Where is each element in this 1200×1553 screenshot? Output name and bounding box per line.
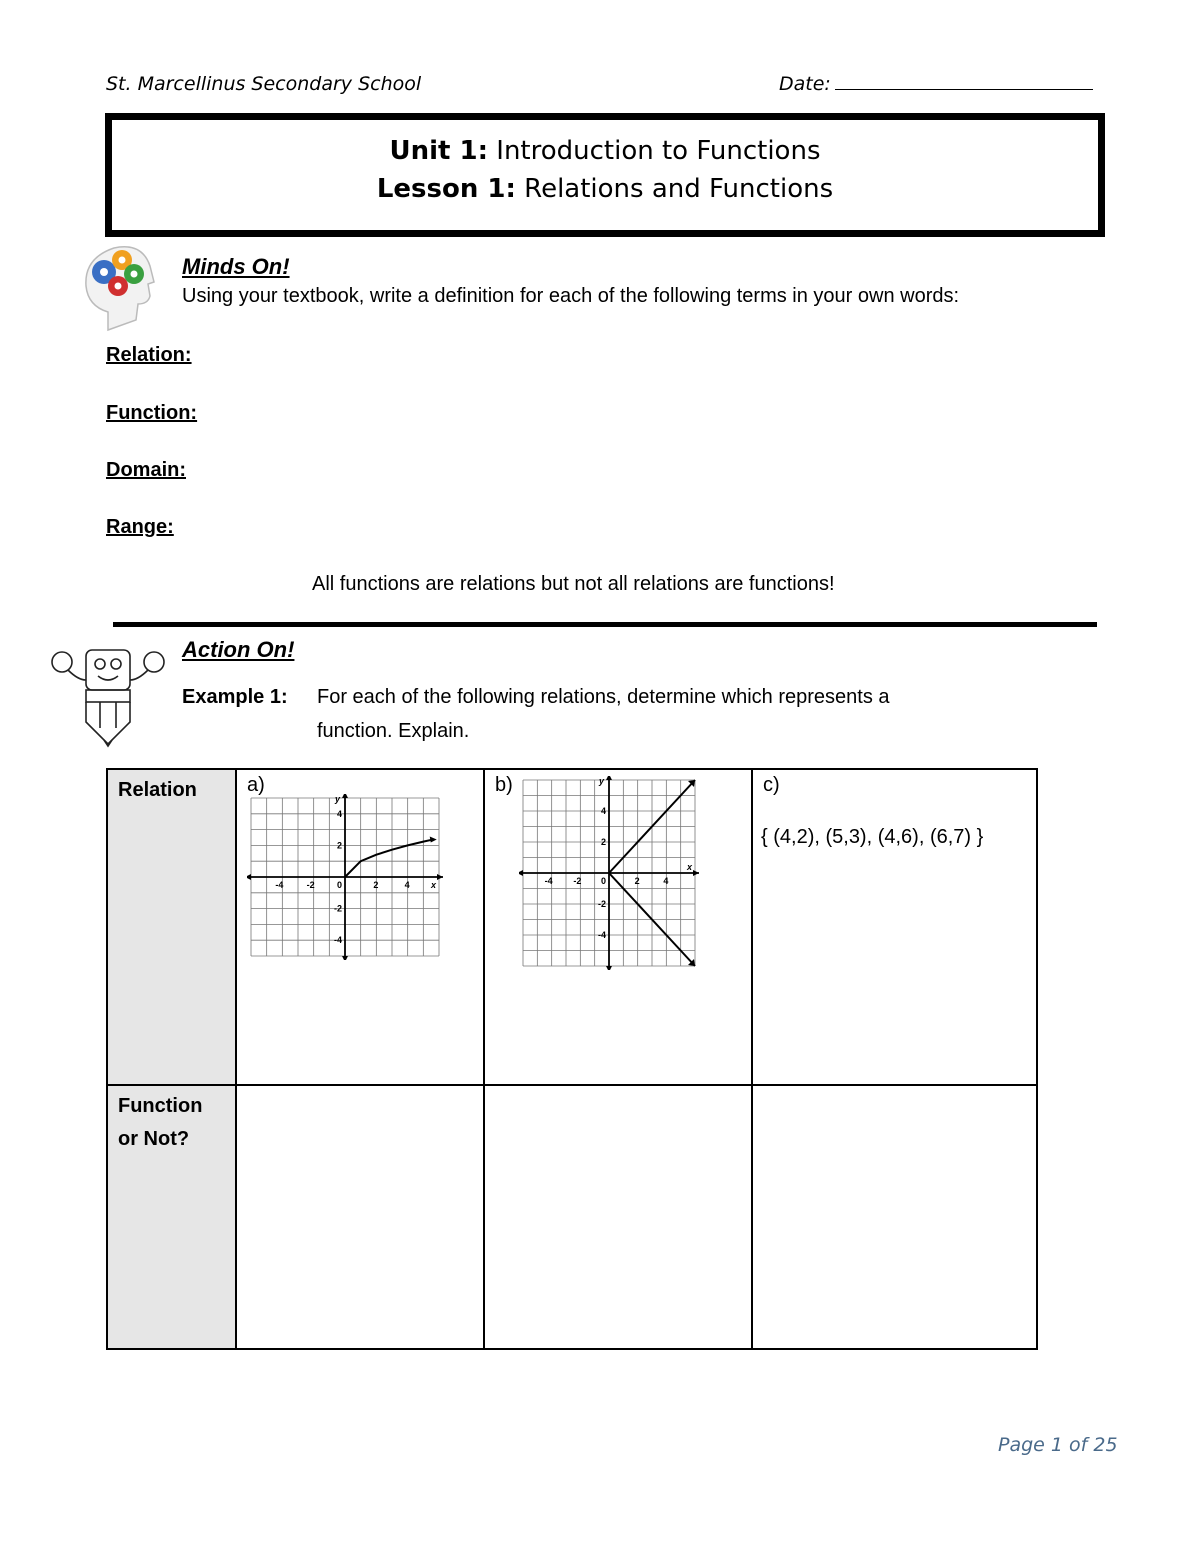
y-axis-arrow-down [342,956,348,960]
label-c: c) [763,774,780,796]
x-tick-label: -2 [573,876,582,886]
y-tick-label: 2 [337,840,343,851]
x-tick-label: 4 [663,876,669,886]
section-divider [113,622,1097,627]
relation-header-label: Relation [118,779,197,801]
graph-b [519,776,699,970]
pencil-character-icon [44,640,172,748]
date-blank [835,73,1093,90]
date-label: Date: [779,73,831,95]
ordered-pairs-set: { (4,2), (5,3), (4,6), (6,7) } [761,826,984,848]
y-tick-label: -4 [598,930,607,940]
action-on-heading: Action On! [182,637,295,662]
y-axis-label: y [335,794,341,804]
head-gears-icon [78,240,160,332]
x-tick-label: -4 [544,876,553,886]
x-axis-arrow-right [693,870,699,876]
relations-table [106,768,1038,1350]
unit-text: Introduction to Functions [488,136,821,166]
x-tick-label: -2 [306,880,315,890]
y-tick-label: -2 [334,903,343,914]
date-field [779,73,1093,95]
lesson-title [112,170,1098,208]
y-tick-label: 4 [601,806,607,816]
y-axis-arrow-up [606,776,612,780]
lesson-label: Lesson 1: [376,174,516,204]
y-tick-label: 2 [601,837,607,847]
cell-c [752,769,1037,1085]
x-tick-label: 2 [634,876,640,886]
x-tick-label: 4 [404,880,410,890]
x-tick-label: 2 [373,880,379,890]
answer-a[interactable] [236,1085,484,1349]
cell-b [484,769,752,1085]
function-header-label [118,1090,202,1156]
x-tick-label: -4 [275,880,284,890]
relation-row-header [107,769,236,1085]
x-tick-label: 0 [337,880,343,890]
y-axis-arrow-down [606,966,612,970]
unit-title [112,132,1098,170]
y-tick-label: -2 [598,899,607,909]
function-header-line2: or Not? [118,1128,190,1150]
curve-arrow [430,837,437,843]
unit-label: Unit 1: [389,136,489,166]
y-tick-label: 4 [337,808,343,819]
page-number: Page 1 of 25 [998,1434,1118,1456]
x-tick-label: 0 [601,876,607,886]
title-box [105,113,1105,237]
x-axis-label: x [431,880,437,890]
answer-c[interactable] [752,1085,1037,1349]
lesson-text: Relations and Functions [515,174,834,204]
x-axis-arrow-left [247,874,251,880]
label-b: b) [495,774,513,796]
cell-a [236,769,484,1085]
term-function: Function: [106,402,198,424]
relation-row [107,769,1037,1085]
example-text-line2: function. Explain. [317,720,470,742]
term-relation: Relation: [106,344,192,366]
term-range: Range: [106,516,174,538]
label-a: a) [247,774,265,796]
answer-b[interactable] [484,1085,752,1349]
function-row [107,1085,1037,1349]
x-axis-arrow-left [519,870,523,876]
graph-a [247,794,443,960]
x-axis-arrow-right [437,874,443,880]
example-label: Example 1: [182,686,288,708]
y-axis-label: y [599,776,605,786]
function-header-line1: Function [118,1095,203,1117]
minds-on-instruction: Using your textbook, write a definition for each of the following terms in your own words: [182,285,960,307]
y-axis-arrow-up [342,794,348,798]
x-axis-label: x [687,862,693,872]
y-tick-label: -4 [334,935,343,946]
functions-note: All functions are relations but not all relations are functions! [312,573,835,595]
school-name: St. Marcellinus Secondary School [106,73,422,95]
term-domain: Domain: [106,459,186,481]
function-row-header [107,1085,236,1349]
example-text-line1: For each of the following relations, determine which represents a [317,686,890,708]
minds-on-heading: Minds On! [182,254,290,279]
